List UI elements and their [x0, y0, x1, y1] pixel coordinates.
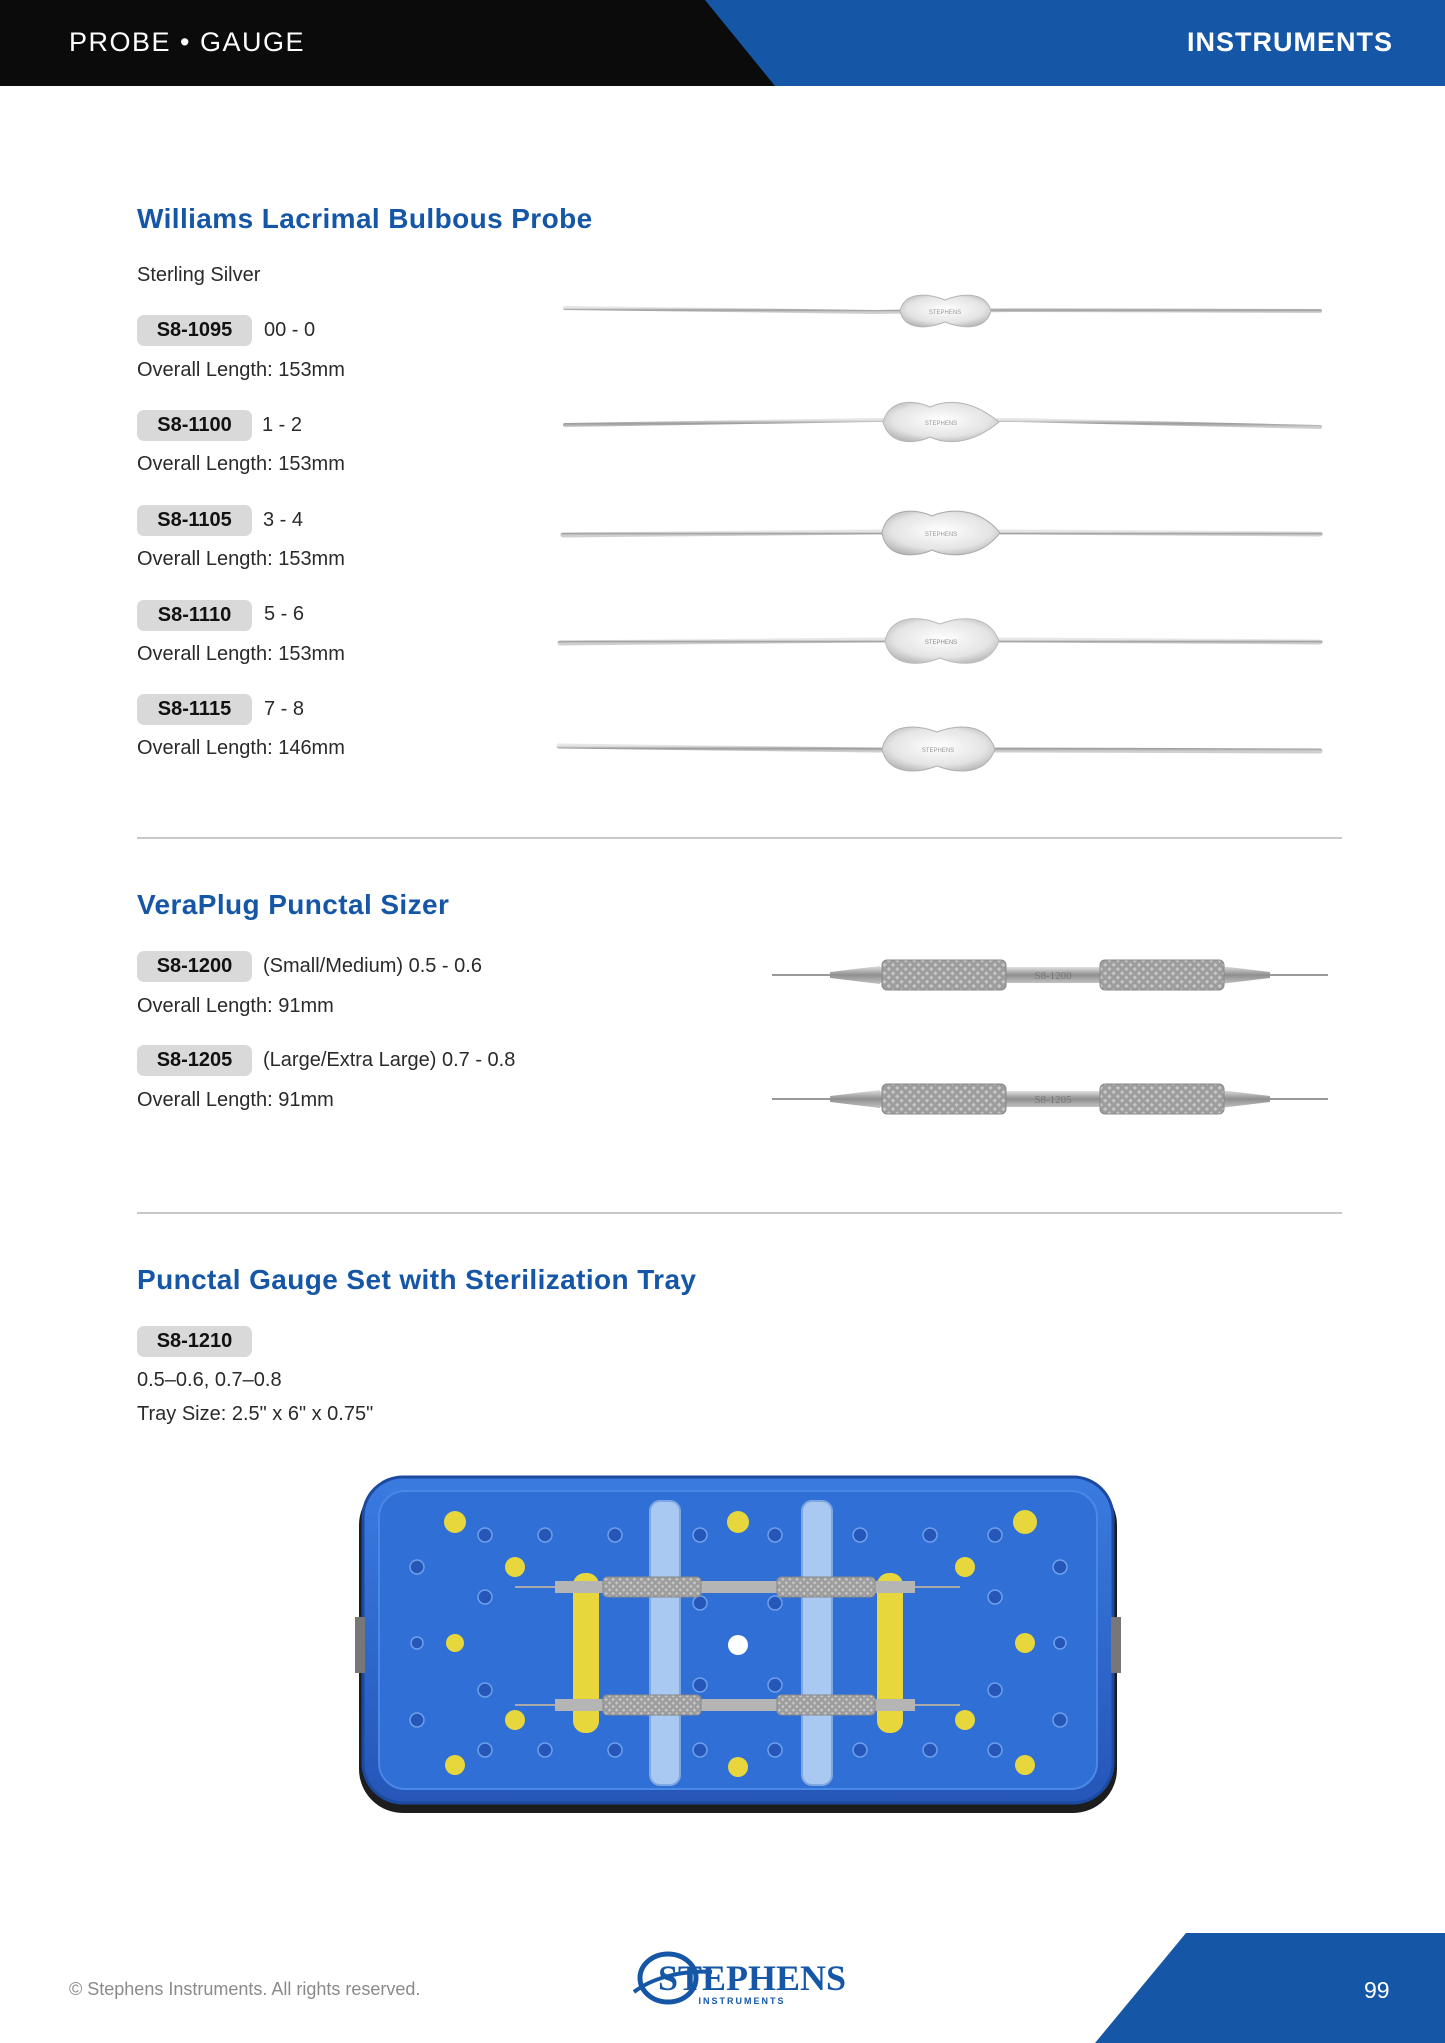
product-code: S8-1210 — [137, 1326, 252, 1357]
product-code: S8-1110 — [137, 600, 252, 631]
page-number: 99 — [1364, 1977, 1390, 2003]
product-size: 7 - 8 — [264, 698, 305, 720]
logo-wordmark: STEPHENS — [657, 1958, 847, 1998]
product-length: Overall Length: 153mm — [137, 453, 345, 475]
probe-engraving: STEPHENS — [924, 421, 958, 427]
logo-subtitle: INSTRUMENTS — [698, 1996, 786, 2006]
footer-copyright: © Stephens Instruments. All rights reserved. — [69, 1979, 421, 1999]
product-length: Overall Length: 153mm — [137, 643, 345, 665]
product-code: S8-1115 — [137, 694, 252, 725]
product-code: S8-1105 — [137, 505, 252, 536]
sizer-s8-1200 — [772, 960, 1328, 990]
probe-s8-1095 — [565, 295, 1320, 327]
probe-s8-1105 — [563, 511, 1320, 555]
williams-title: Williams Lacrimal Bulbous Probe — [137, 203, 593, 234]
veraplug-title: VeraPlug Punctal Sizer — [137, 889, 450, 920]
product-length: Overall Length: 153mm — [137, 359, 345, 381]
product-code: S8-1205 — [137, 1045, 252, 1076]
williams-material: Sterling Silver — [137, 264, 261, 286]
probe-s8-1115 — [559, 727, 1320, 771]
sizer-engraving: S8-1205 — [1034, 1094, 1072, 1106]
sterilization-tray-image — [355, 1475, 1121, 1817]
product-size: (Large/Extra Large) 0.7 - 0.8 — [263, 1049, 516, 1071]
probe-s8-1110 — [560, 619, 1320, 664]
section-divider — [137, 837, 1342, 839]
product-length: Overall Length: 153mm — [137, 548, 345, 570]
bulbous-probes-image — [555, 280, 1335, 800]
header-section-label: PROBE • GAUGE — [69, 27, 306, 57]
product-size: 3 - 4 — [263, 509, 304, 531]
product-length: Overall Length: 146mm — [137, 737, 345, 759]
sizer-engraving: S8-1200 — [1034, 970, 1072, 982]
sizer-s8-1205 — [772, 1084, 1328, 1114]
probe-engraving: STEPHENS — [921, 748, 955, 754]
gaugeset-title: Punctal Gauge Set with Sterilization Tray — [137, 1264, 697, 1295]
product-code: S8-1095 — [137, 315, 252, 346]
punctal-sizers-image — [770, 950, 1330, 1120]
product-size: 00 - 0 — [264, 319, 316, 341]
product-length: Overall Length: 91mm — [137, 1089, 334, 1111]
header-category-label: INSTRUMENTS — [1187, 27, 1393, 57]
probe-engraving: STEPHENS — [928, 310, 962, 316]
footer-band — [0, 1933, 1445, 2043]
product-size: 5 - 6 — [264, 603, 305, 625]
gaugeset-tray-size: Tray Size: 2.5" x 6" x 0.75" — [137, 1403, 374, 1425]
probe-engraving: STEPHENS — [924, 532, 958, 538]
product-code: S8-1200 — [137, 951, 252, 982]
page-header — [0, 0, 1445, 86]
probe-engraving: STEPHENS — [924, 640, 958, 646]
product-size: 1 - 2 — [262, 414, 303, 436]
probe-s8-1100 — [565, 402, 1320, 441]
gaugeset-sizes: 0.5–0.6, 0.7–0.8 — [137, 1369, 282, 1391]
section-divider — [137, 1212, 1342, 1214]
product-code: S8-1100 — [137, 410, 252, 441]
product-size: (Small/Medium) 0.5 - 0.6 — [263, 955, 482, 977]
product-length: Overall Length: 91mm — [137, 995, 334, 1017]
